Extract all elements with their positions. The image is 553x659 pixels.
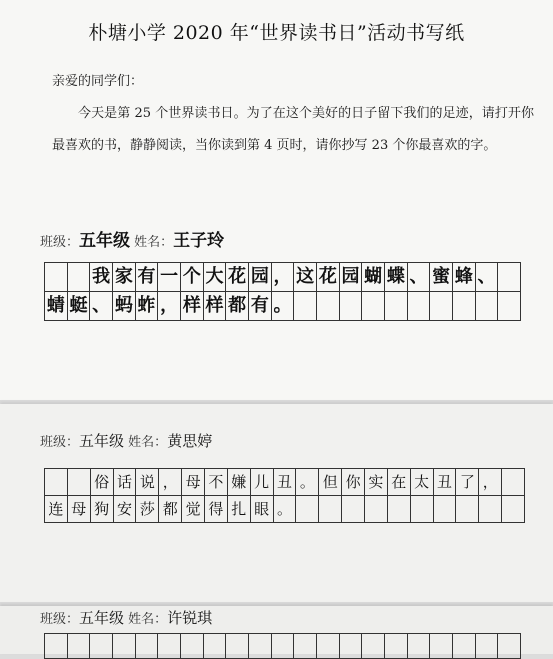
grid-cell: [498, 634, 521, 659]
grid-cell: [340, 634, 363, 659]
grid-cell: 蚱: [136, 292, 159, 321]
grid-cell: 园: [340, 263, 363, 292]
grid-cell: 都: [159, 496, 182, 523]
class-name-line-3: [40, 607, 212, 628]
grid-cell: 家: [113, 263, 136, 292]
grid-cell: [498, 263, 521, 292]
grid-cell: 、: [476, 263, 499, 292]
grid-cell: [453, 634, 476, 659]
name-label: 姓名：: [134, 235, 174, 250]
grid-cell: 这: [294, 263, 317, 292]
grid-cell: [45, 263, 68, 292]
grid-cell: 连: [45, 496, 68, 523]
grid-cell: 狗: [91, 496, 114, 523]
grid-cell: 。: [274, 496, 297, 523]
instruction-paragraph: 今天是第 25 个世界读书日。为了在这个美好的日子留下我们的足迹，请打开你最喜欢的书，静静阅读，当你读到第 4 页时，请你抄写 23 个你最喜欢的字。: [52, 106, 534, 153]
grid-cell: 安: [114, 496, 137, 523]
grid-cell: ，: [158, 292, 181, 321]
grid-cell: [90, 634, 113, 659]
grid-cell: [476, 292, 499, 321]
grid-cell: [113, 634, 136, 659]
name-label: 姓名：: [128, 435, 168, 450]
grid-cell: [136, 634, 159, 659]
grid-cell: 太: [411, 469, 434, 496]
grid-cell: 在: [388, 469, 411, 496]
grid-cell: 实: [365, 469, 388, 496]
grid-cell: 。: [272, 292, 295, 321]
grid-cell: 莎: [136, 496, 159, 523]
grid-cell: 花: [317, 263, 340, 292]
grid-cell: 大: [204, 263, 227, 292]
class-label: 班级：: [40, 235, 80, 250]
class-value: 五年级: [79, 609, 125, 627]
grid-cell: 母: [182, 469, 205, 496]
greeting: 亲爱的同学们：: [52, 74, 144, 89]
class-name-line-1: [40, 226, 224, 251]
grid-cell: 蜜: [430, 263, 453, 292]
grid-cell: [294, 292, 317, 321]
grid-cell: [68, 263, 91, 292]
grid-cell: [204, 634, 227, 659]
grid-cell: 我: [90, 263, 113, 292]
grid-cell: [385, 292, 408, 321]
grid-cell: 母: [68, 496, 91, 523]
grid-cell: [502, 469, 525, 496]
grid-cell: [272, 634, 295, 659]
class-value: 五年级: [79, 432, 125, 450]
grid-cell: [317, 634, 340, 659]
grid-cell: [434, 496, 457, 523]
grid-cell: [68, 469, 91, 496]
grid-cell: [317, 292, 340, 321]
grid-cell: [476, 634, 499, 659]
grid-cell: [158, 634, 181, 659]
grid-cell: [498, 292, 521, 321]
grid-cell: 了: [456, 469, 479, 496]
grid-cell: 但: [319, 469, 342, 496]
grid-cell: [362, 634, 385, 659]
grid-cell: [319, 496, 342, 523]
grid-cell: [362, 292, 385, 321]
grid-cell: 扎: [228, 496, 251, 523]
class-name-line-2: [40, 430, 212, 451]
grid-cell: 样: [204, 292, 227, 321]
grid-cell: [408, 634, 431, 659]
grid-cell: [45, 634, 68, 659]
grid-cell: 不: [205, 469, 228, 496]
writing-grid-3: [44, 633, 521, 659]
student-name: 王子玲: [173, 231, 225, 251]
grid-cell: [502, 496, 525, 523]
grid-cell: 眼: [251, 496, 274, 523]
grid-cell: [365, 496, 388, 523]
grid-cell: 觉: [182, 496, 205, 523]
grid-cell: [479, 496, 502, 523]
class-label: 班级：: [40, 612, 80, 627]
grid-cell: 蜻: [45, 292, 68, 321]
grid-cell: [249, 634, 272, 659]
grid-cell: 蝴: [362, 263, 385, 292]
grid-cell: [408, 292, 431, 321]
student-name: 黄思婷: [167, 432, 213, 450]
grid-cell: [411, 496, 434, 523]
grid-cell: [294, 634, 317, 659]
grid-cell: 花: [226, 263, 249, 292]
grid-cell: 、: [408, 263, 431, 292]
grid-cell: 得: [205, 496, 228, 523]
grid-cell: [226, 634, 249, 659]
grid-cell: 俗: [91, 469, 114, 496]
grid-cell: [388, 496, 411, 523]
name-label: 姓名：: [128, 612, 168, 627]
student-name: 许锐琪: [167, 609, 213, 627]
grid-cell: [181, 634, 204, 659]
grid-cell: 一: [158, 263, 181, 292]
grid-cell: [342, 496, 365, 523]
grid-cell: [430, 634, 453, 659]
grid-cell: 样: [181, 292, 204, 321]
grid-cell: [340, 292, 363, 321]
grid-cell: 、: [90, 292, 113, 321]
grid-cell: [453, 292, 476, 321]
writing-grid-2: [44, 468, 525, 523]
grid-cell: [45, 469, 68, 496]
grid-cell: 话: [114, 469, 137, 496]
grid-cell: 园: [249, 263, 272, 292]
grid-cell: ，: [479, 469, 502, 496]
grid-cell: [430, 292, 453, 321]
grid-cell: 说: [136, 469, 159, 496]
grid-cell: 丑: [274, 469, 297, 496]
grid-cell: 你: [342, 469, 365, 496]
grid-cell: 都: [226, 292, 249, 321]
grid-cell: [385, 634, 408, 659]
grid-cell: [456, 496, 479, 523]
grid-cell: 有: [249, 292, 272, 321]
grid-cell: ，: [159, 469, 182, 496]
class-label: 班级：: [40, 435, 80, 450]
grid-cell: ，: [272, 263, 295, 292]
grid-cell: 蚂: [113, 292, 136, 321]
grid-cell: 丑: [434, 469, 457, 496]
grid-cell: [296, 496, 319, 523]
grid-cell: [68, 634, 91, 659]
grid-cell: 蜂: [453, 263, 476, 292]
grid-cell: 有: [136, 263, 159, 292]
class-value: 五年级: [79, 231, 131, 251]
grid-cell: 个: [181, 263, 204, 292]
grid-cell: 蜓: [68, 292, 91, 321]
grid-cell: 蝶: [385, 263, 408, 292]
grid-cell: 嫌: [228, 469, 251, 496]
writing-grid-1: [44, 262, 521, 321]
sheet-title: 朴塘小学 2020 年“世界读书日”活动书写纸: [88, 22, 465, 44]
grid-cell: 。: [296, 469, 319, 496]
grid-cell: 儿: [251, 469, 274, 496]
